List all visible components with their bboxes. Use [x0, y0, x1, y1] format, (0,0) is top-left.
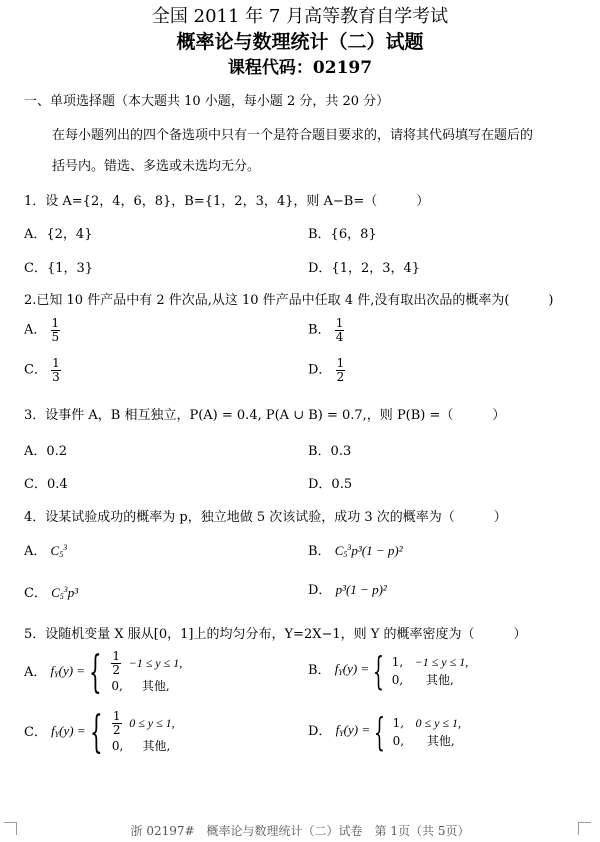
q5-b-f: f: [334, 661, 339, 676]
q5-b-range: −1 ≤ y ≤ 1,: [414, 655, 469, 669]
q2-option-a-label: A．: [24, 322, 47, 338]
q5-d-other: 其他,: [426, 734, 455, 748]
q5-c-half-den: 2: [112, 723, 121, 737]
q5-a-zero: 0,: [111, 679, 123, 693]
q5-d-one: 1,: [392, 716, 405, 730]
q5-a-fy-tail: (y) =: [58, 662, 86, 678]
q4-a-sup: 3: [63, 543, 68, 552]
q2-c-denominator: 3: [52, 370, 60, 384]
q5-d-zero: 0,: [392, 734, 405, 748]
q5-a-sub: Y: [54, 669, 59, 679]
q5-c-pieces: [112, 710, 175, 755]
q2-option-d: [308, 357, 345, 384]
q5-b-fy-tail: (y) =: [342, 661, 370, 676]
q5-c-half-num: 1: [112, 709, 121, 723]
q4-option-c-expr: [51, 585, 78, 600]
q5-option-a: [24, 646, 183, 700]
q5-a-row1: [111, 650, 182, 677]
q5-a-row2: [111, 677, 182, 695]
instruction-line2: 括号内。错选、多选或未选均无分。: [52, 159, 261, 174]
q5-d-f: f: [335, 722, 340, 737]
q5-b-pieces: [392, 653, 469, 689]
course-code: 课程代码：02197: [227, 58, 373, 78]
q2-d-denominator: 2: [336, 370, 345, 384]
q5-b-lhs: [335, 661, 370, 681]
q3-option-c: C．0.4: [24, 477, 68, 492]
q2-option-a-fraction: [51, 317, 61, 344]
q5-c-fy-tail: (y) =: [59, 722, 86, 738]
q5-a-half-den: 2: [112, 663, 120, 677]
q5-b-label: B．: [308, 663, 331, 678]
q4-option-c-label: C．: [24, 586, 47, 601]
q3-stem: 3．设事件 A，B 相互独立，P(A) = 0.4, P(A ∪ B) = 0.7,，则 P(B) =（ ）: [24, 408, 506, 423]
q5-c-row1: [112, 710, 175, 737]
q4-a-sub: 5: [59, 550, 64, 559]
q2-c-numerator: 1: [52, 356, 60, 370]
q2-a-denominator: 5: [51, 330, 60, 344]
q5-b-one: 1,: [391, 655, 404, 669]
q2-d-numerator: 1: [336, 356, 345, 370]
q1-stem: 1．设 A={2，4，6，8}，B={1，2，3，4}，则 A−B=（ ）: [24, 194, 430, 209]
q5-a-f: f: [50, 662, 55, 678]
q5-c-zero: 0,: [111, 739, 124, 753]
q4-b-sub: 5: [343, 550, 348, 559]
q4-option-d-label: D．: [308, 583, 332, 598]
q3-option-b: B．0.3: [308, 444, 352, 459]
q2-b-numerator: 1: [335, 316, 344, 330]
section-title: 一、单项选择题（本大题共 10 小题，每小题 2 分，共 20 分）: [24, 94, 390, 109]
q5-a-half-num: 1: [112, 649, 120, 663]
q4-b-sup: 3: [347, 543, 352, 552]
q2-option-d-fraction: [336, 357, 346, 384]
q3-option-d: D．0.5: [308, 477, 353, 492]
q5-c-sub: Y: [54, 729, 60, 739]
q4-option-b-label: B．: [308, 544, 331, 559]
q4-option-d-expr: [336, 582, 387, 597]
exam-header-line1: 全国 2011 年 7 月高等教育自学考试: [151, 6, 449, 27]
q5-a-range: −1 ≤ y ≤ 1,: [128, 656, 183, 670]
q4-a-c: C: [50, 543, 60, 558]
q1-option-c: C．{1，3}: [24, 261, 94, 276]
q4-d-tail: ³(1 − p)²: [342, 582, 387, 597]
q5-b-brace: {: [373, 649, 385, 693]
q1-option-b: B．{6，8}: [308, 227, 377, 242]
q4-option-a-expr: [51, 543, 68, 558]
q5-d-label: D．: [308, 724, 332, 739]
q1-option-d: D．{1，2，3，4}: [308, 261, 421, 276]
q4-stem: 4．设某试验成功的概率为 p，独立地做 5 次该试验，成功 3 次的概率为（ ）: [24, 510, 507, 525]
q1-option-a: A．{2，4}: [24, 227, 93, 242]
q5-d-pieces: [393, 714, 461, 750]
q5-d-fy-tail: (y) =: [343, 722, 371, 737]
q5-c-lhs: [51, 723, 86, 743]
q5-c-row2: [112, 737, 175, 755]
q2-option-b: [308, 317, 344, 344]
q2-stem: 2.已知 10 件产品中有 2 件次品,从这 10 件产品中任取 4 件,没有取出次品的概率为( ): [24, 293, 554, 308]
q5-c-other: 其他,: [142, 739, 171, 753]
q5-a-pieces: [111, 650, 182, 695]
q2-option-c-label: C．: [24, 362, 47, 378]
q5-d-row2: [393, 732, 461, 750]
q5-stem: 5．设随机变量 X 服从[0，1]上的均匀分布，Y=2X−1，则 Y 的概率密度为（ ）: [24, 627, 527, 642]
q4-c-c: C: [51, 585, 60, 600]
q2-option-a: [24, 317, 60, 344]
q5-c-range: 0 ≤ y ≤ 1,: [129, 716, 175, 730]
q5-a-lhs: [51, 663, 86, 683]
q2-option-c-fraction: [51, 357, 61, 384]
q4-d-p: p: [335, 582, 343, 597]
q5-b-sub: Y: [338, 668, 343, 677]
q5-b-other: 其他,: [426, 673, 454, 687]
q5-option-d: [308, 710, 461, 759]
q4-c-sup: 3: [63, 585, 68, 594]
q2-b-denominator: 4: [335, 330, 344, 344]
q5-d-row1: [393, 714, 461, 732]
q4-b-c: C: [334, 543, 344, 558]
q5-b-row2: [392, 671, 469, 689]
q5-a-brace: {: [89, 646, 102, 698]
q4-option-b: [308, 540, 403, 563]
q5-b-row1: [392, 653, 469, 671]
q4-option-b-expr: [335, 543, 403, 558]
q2-option-b-label: B．: [308, 322, 331, 338]
page-footer: 浙 02197# 概率论与数理统计（二）试卷 第 1页（共 5页）: [130, 824, 470, 838]
q2-option-d-label: D．: [308, 362, 332, 378]
q5-d-lhs: [336, 722, 371, 742]
q4-option-c: [24, 582, 78, 605]
q3-option-a: A．0.2: [24, 444, 68, 459]
q5-b-zero: 0,: [391, 673, 404, 687]
q4-option-a: [24, 540, 67, 563]
q5-option-b: [308, 649, 469, 698]
q5-a-label: A．: [24, 664, 47, 680]
q5-c-f: f: [51, 722, 55, 738]
q4-c-sub: 5: [59, 592, 64, 601]
q4-b-tail: p³(1 − p)²: [351, 543, 403, 558]
q5-option-c: [24, 706, 175, 760]
q5-d-sub: Y: [339, 729, 344, 738]
exam-title: 概率论与数理统计（二）试题: [176, 31, 424, 53]
q5-a-other: 其他,: [141, 679, 170, 693]
instruction-line1: 在每小题列出的四个备选项中只有一个是符合题目要求的，请将其代码填写在题后的: [52, 128, 534, 143]
q4-option-a-label: A．: [24, 544, 47, 559]
q5-d-range: 0 ≤ y ≤ 1,: [415, 716, 461, 730]
q5-d-brace: {: [374, 710, 386, 754]
q4-option-d: [308, 582, 387, 599]
q5-c-label: C．: [24, 724, 47, 740]
q2-option-c: [24, 357, 61, 384]
q5-c-brace: {: [89, 706, 103, 758]
q2-option-b-fraction: [335, 317, 345, 344]
q2-a-numerator: 1: [51, 316, 60, 330]
q4-c-tail: p³: [67, 585, 79, 600]
